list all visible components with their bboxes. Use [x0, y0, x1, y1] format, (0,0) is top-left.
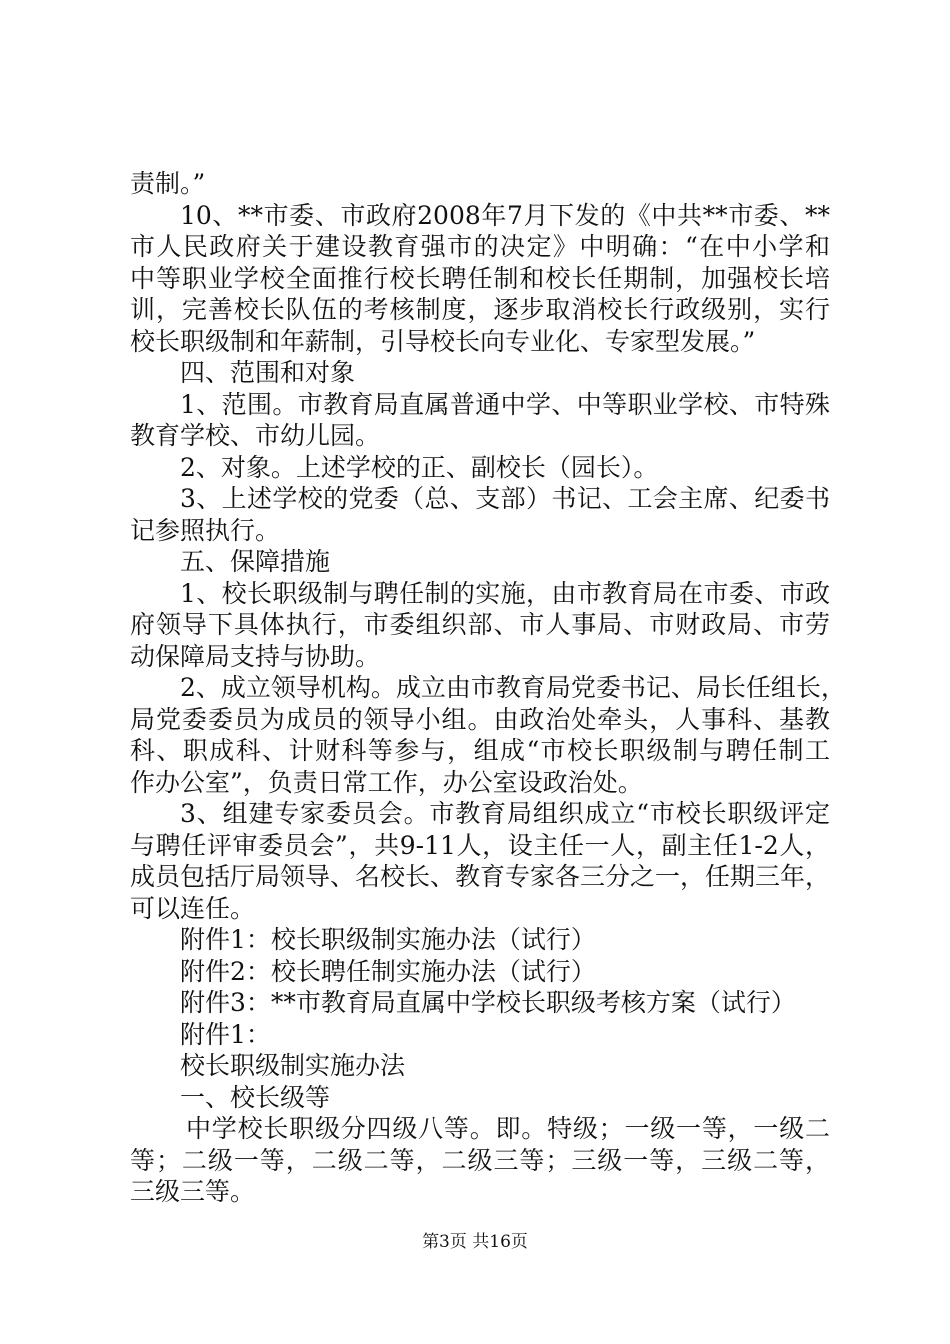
text-line: 责制。”	[130, 169, 206, 198]
text-line: 市人民政府关于建设教育强市的决定》中明确：“在中小学和	[130, 232, 830, 261]
text-line: 3、上述学校的党委（总、支部）书记、工会主席、纪委书	[180, 484, 830, 513]
text-line: 中学校长职级分四级八等。即。特级；一级一等，一级二	[186, 1114, 830, 1143]
text-line: 动保障局支持与协助。	[130, 641, 381, 671]
text-line: 3、组建专家委员会。市教育局组织成立“市校长职级评定	[180, 799, 830, 828]
attachment-heading: 附件1：	[180, 1019, 271, 1049]
attachment-title: 校长职级制实施办法	[180, 1051, 406, 1080]
text-line: 2、成立领导机构。成立由市教育局党委书记、局长任组长，	[180, 673, 846, 702]
text-line: 局党委委员为成员的领导小组。由政治处牵头，人事科、基教	[130, 704, 830, 734]
text-line: 训，完善校长队伍的考核制度，逐步取消校长行政级别，实行	[130, 295, 830, 324]
text-line: 科、职成科、计财科等参与，组成“市校长职级制与聘任制工	[130, 736, 830, 765]
text-line: 等；二级一等，二级二等，二级三等；三级一等，三级二等，	[130, 1145, 830, 1175]
text-line: 成员包括厅局领导、名校长、教育专家各三分之一，任期三年，	[130, 862, 831, 891]
text-line: 三级三等。	[130, 1177, 256, 1206]
document-body	[130, 168, 846, 1208]
text-line: 教育学校、市幼儿园。	[130, 421, 381, 450]
attachment-line: 附件1：校长职级制实施办法（试行）	[180, 925, 596, 954]
section-heading: 五、保障措施	[180, 547, 331, 576]
text-line: 10、**市委、市政府2008年7月下发的《中共**市委、**	[180, 200, 830, 230]
text-line: 2、对象。上述学校的正、副校长（园长）。	[180, 452, 659, 482]
text-line: 校长职级制和年薪制，引导校长向专业化、专家型发展。”	[130, 326, 756, 356]
text-line: 1、校长职级制与聘任制的实施，由市教育局在市委、市政	[180, 578, 830, 608]
attachment-line: 附件2：校长聘任制实施办法（试行）	[180, 956, 596, 986]
section-heading: 一、校长级等	[180, 1082, 331, 1112]
attachment-line: 附件3：**市教育局直属中学校长职级考核方案（试行）	[180, 988, 796, 1017]
section-heading: 四、范围和对象	[180, 358, 356, 387]
text-line: 作办公室”，负责日常工作，办公室设政治处。	[130, 767, 643, 797]
text-line: 可以连任。	[130, 893, 256, 923]
text-line: 1、范围。市教育局直属普通中学、中等职业学校、市特殊	[180, 389, 830, 419]
text-line: 记参照执行。	[130, 515, 281, 545]
text-line: 中等职业学校全面推行校长聘任制和校长任期制，加强校长培	[130, 263, 830, 293]
text-line: 与聘任评审委员会”，共9-11人，设主任一人，副主任1-2人，	[130, 830, 830, 860]
page-number-footer: 第3页 共16页	[422, 1232, 528, 1252]
text-line: 府领导下具体执行，市委组织部、市人事局、市财政局、市劳	[130, 610, 830, 639]
